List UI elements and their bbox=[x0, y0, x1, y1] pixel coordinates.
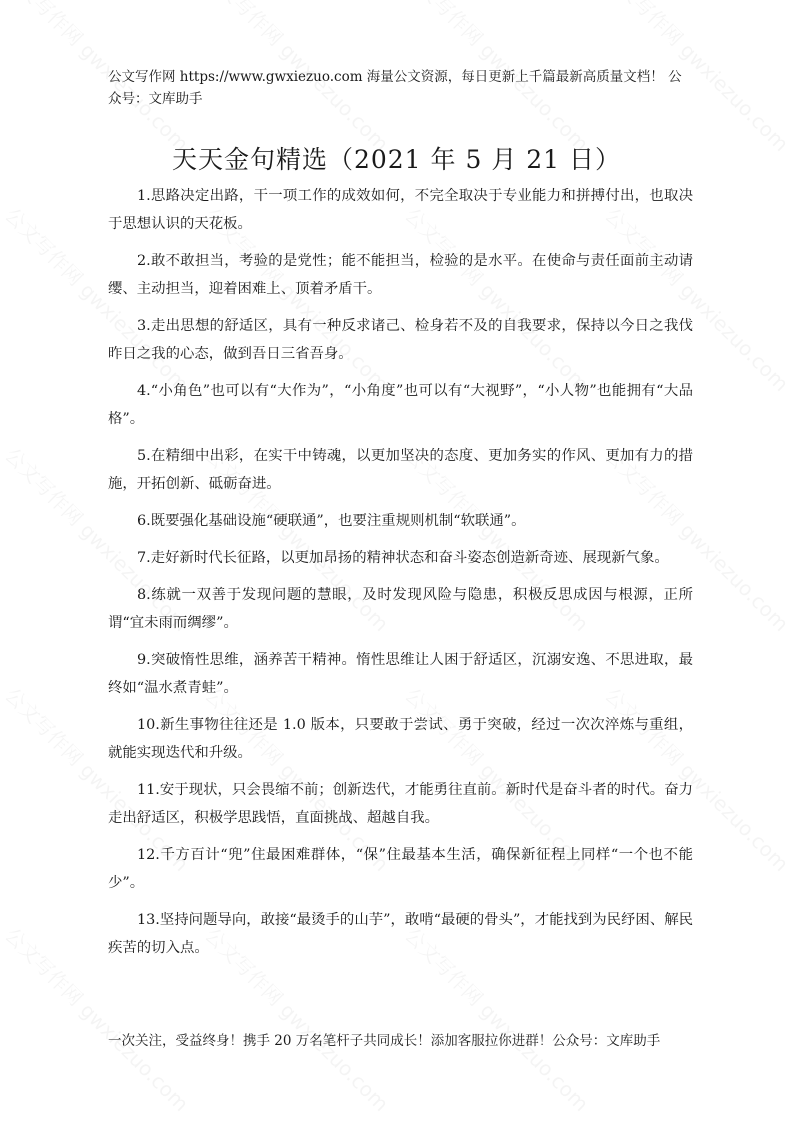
quote-paragraph: 2.敢不敢担当，考验的是党性；能不能担当，检验的是水平。在使命与责任面前主动请缨、主动担当，迎着困难上、顶着矛盾干。 bbox=[108, 253, 693, 297]
document-body bbox=[108, 182, 693, 971]
page-title: 天天金句精选（2021 年 5 月 21 日） bbox=[171, 145, 622, 174]
footer-notice: 一次关注，受益终身！携手 20 万名笔杆子共同成长！添加客服拉你进群！公众号：文库助手 bbox=[108, 1033, 661, 1049]
quote-paragraph: 8.练就一双善于发现问题的慧眼，及时发现风险与隐患，积极反思成因与根源，正所谓“宜未雨而绸缪”。 bbox=[108, 587, 693, 631]
quote-paragraph: 11.安于现状，只会畏缩不前；创新迭代，才能勇往直前。新时代是奋斗者的时代。奋力走出舒适区，积极学思践悟，直面挑战、超越自我。 bbox=[108, 782, 693, 826]
quote-paragraph: 7.走好新时代长征路，以更加昂扬的精神状态和奋斗姿态创造新奇迹、展现新气象。 bbox=[137, 550, 669, 566]
quote-paragraph: 9.突破惰性思维，涵养苦干精神。惰性思维让人困于舒适区，沉溺安逸、不思进取，最终如“温水煮青蛙”。 bbox=[108, 652, 693, 696]
quote-paragraph: 10.新生事物往往还是 1.0 版本，只要敢于尝试、勇于突破，经过一次次淬炼与重组，就能实现迭代和升级。 bbox=[108, 717, 693, 761]
quote-paragraph: 1.思路决定出路，干一项工作的成效如何，不完全取决于专业能力和拼搏付出，也取决于思想认识的天花板。 bbox=[108, 188, 693, 232]
quote-paragraph: 3.走出思想的舒适区，具有一种反求诸己、检身若不及的自我要求，保持以今日之我伐昨日之我的心态，做到吾日三省吾身。 bbox=[108, 318, 693, 362]
quote-paragraph: 4.“小角色”也可以有“大作为”，“小角度”也可以有“大视野”，“小人物”也能拥有“大品格”。 bbox=[108, 383, 693, 427]
quote-paragraph: 13.坚持问题导向，敢接“最烫手的山芋”，敢啃“最硬的骨头”，才能找到为民纾困、解民疾苦的切入点。 bbox=[108, 912, 693, 956]
quote-paragraph: 6.既要强化基础设施“硬联通”，也要注重规则机制“软联通”。 bbox=[137, 513, 526, 529]
quote-paragraph: 5.在精细中出彩，在实干中铸魂，以更加坚决的态度、更加务实的作风、更加有力的措施，开拓创新、砥砺奋进。 bbox=[108, 448, 693, 492]
header-notice: 公文写作网 https://www.gwxiezuo.com 海量公文资源，每日更新上千篇最新高质量文档！ 公众号：文库助手 bbox=[108, 69, 682, 107]
quote-paragraph: 12.千方百计“兜”住最困难群体，“保”住最基本生活，确保新征程上同样“一个也不能少”。 bbox=[108, 847, 693, 891]
